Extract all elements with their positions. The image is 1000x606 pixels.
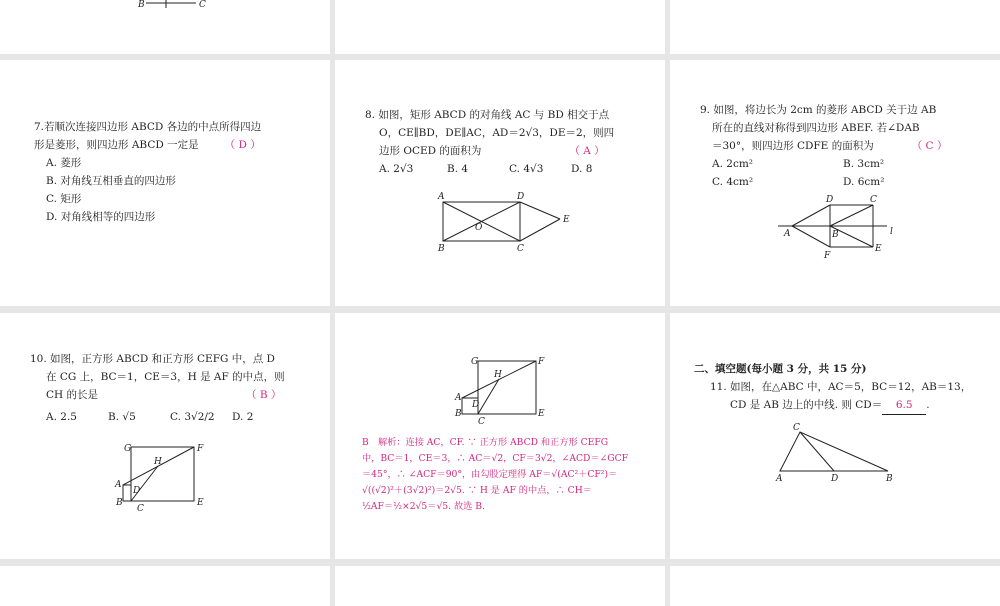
sol-label-b: B	[455, 409, 462, 419]
sol-line1: B 解析：连接 AC，CF. ∵ 正方形 ABCD 和正方形 CEFG	[362, 437, 609, 448]
sol-line5: ½AF＝½×2√5＝√5. 故选 B.	[362, 501, 485, 512]
q10-option-a: A. 2.5	[46, 411, 77, 423]
q11-line1: 11. 如图，在△ABC 中，AC＝5，BC＝12，AB＝13，	[710, 381, 972, 393]
sol-line2: 中，BC＝1，CE＝3，∴ AC＝√2，CF＝3√2，∠ACD＝∠GCF	[362, 453, 629, 464]
q10-line2: 在 CG 上，BC＝1，CE＝3，H 是 AF 的中点，则	[46, 371, 285, 383]
q10-label-a: A	[115, 480, 122, 490]
panel-q7	[0, 60, 330, 306]
q9-option-a: A. 2cm²	[712, 158, 753, 170]
q10-label-c: C	[137, 504, 144, 514]
q10-option-d: D. 2	[232, 411, 254, 423]
sol-label-h: H	[494, 370, 502, 380]
q9-figure	[670, 60, 1000, 306]
q8-option-a: A. 2√3	[379, 163, 414, 175]
q8-line3: 边形 OCED 的面积为	[379, 145, 482, 157]
q8-answer: （ A ）	[569, 145, 605, 157]
q9-line1: 9. 如图，将边长为 2cm 的菱形 ABCD 关于边 AB	[700, 104, 937, 116]
q8-option-c: C. 4√3	[509, 163, 544, 175]
panel-top-left	[0, 0, 330, 54]
q7-option-a: A. 菱形	[46, 157, 82, 169]
sol-label-f: F	[538, 357, 545, 367]
panel-bottom-left	[0, 566, 330, 606]
q9-line3: ＝30°，则四边形 CDFE 的面积为	[712, 140, 874, 152]
q8-label-e: E	[563, 215, 570, 225]
q10-label-b: B	[116, 498, 123, 508]
panel-bottom-right	[670, 566, 1000, 606]
panel-q10-solution	[335, 313, 665, 559]
q9-answer: （ C ）	[911, 140, 948, 152]
label-b: B	[138, 0, 145, 10]
panel-q8	[335, 60, 665, 306]
panel-top-right	[670, 0, 1000, 54]
section2-heading: 二、填空题(每小题 3 分，共 15 分)	[694, 363, 867, 375]
q10-answer: （ B ）	[246, 389, 282, 401]
q7-option-b: B. 对角线互相垂直的四边形	[46, 175, 176, 187]
q7-option-d: D. 对角线相等的四边形	[46, 211, 156, 223]
q10-option-c: C. 3√2/2	[170, 411, 215, 423]
q9-label-c: C	[870, 195, 877, 205]
label-c: C	[199, 0, 206, 10]
q9-option-d: D. 6cm²	[843, 176, 885, 188]
q10-label-f: F	[197, 444, 204, 454]
q7-line2: 形是菱形，则四边形 ABCD 一定是	[34, 139, 199, 151]
question-7	[34, 118, 261, 226]
q9-label-f: F	[824, 251, 831, 261]
q11-label-d: D	[831, 474, 839, 484]
q9-label-e: E	[875, 244, 882, 254]
panel-q10	[0, 313, 330, 559]
q10-solution-text	[362, 435, 628, 515]
q8-line2: O，CE∥BD，DE∥AC，AD＝2√3，DE＝2，则四	[379, 127, 615, 139]
top-fragment-figure	[0, 0, 330, 54]
q10-line3: CH 的长是	[46, 389, 99, 401]
q10-option-b: B. √5	[108, 411, 136, 423]
q7-answer: （ D ）	[224, 139, 261, 151]
q8-option-b: B. 4	[447, 163, 469, 175]
q10-label-d: D	[133, 486, 141, 496]
q9-line2: 所在的直线对称得到四边形 ABEF. 若∠DAB	[712, 122, 920, 134]
q9-label-a: A	[784, 229, 791, 239]
q8-label-o: O	[475, 223, 483, 233]
q9-option-b: B. 3cm²	[843, 158, 885, 170]
panel-bottom-middle	[335, 566, 665, 606]
q7-line1: 7.若顺次连接四边形 ABCD 各边的中点所得四边	[34, 121, 262, 133]
sol-label-d: D	[472, 400, 480, 410]
q8-label-b: B	[438, 244, 445, 254]
q11-label-b: B	[886, 474, 893, 484]
q11-figure	[670, 313, 1000, 559]
q11-answer: 6.5	[882, 396, 926, 415]
panel-top-middle	[335, 0, 665, 54]
q10-label-h: H	[154, 457, 162, 467]
q11-label-c: C	[793, 423, 800, 433]
sol-line3: ＝45°，∴ ∠ACF＝90°，由勾股定理得 AF＝√(AC²＋CF²)＝	[362, 469, 618, 480]
sol-line4: √((√2)²＋(3√2)²)＝2√5. ∵ H 是 AF 的中点，∴ CH＝	[362, 485, 592, 496]
q11-label-a: A	[776, 474, 783, 484]
panel-q11	[670, 313, 1000, 559]
sol-label-e: E	[538, 409, 545, 419]
q10-label-e: E	[197, 498, 204, 508]
q10-line1: 10. 如图，正方形 ABCD 和正方形 CEFG 中，点 D	[30, 353, 275, 365]
panel-q9	[670, 60, 1000, 306]
q9-label-l: l	[890, 227, 893, 237]
q10-label-g: G	[124, 444, 132, 454]
sol-label-c: C	[478, 417, 485, 427]
q7-option-c: C. 矩形	[46, 193, 82, 205]
q8-label-d: D	[517, 192, 525, 202]
q11-period: .	[926, 399, 930, 411]
q9-option-c: C. 4cm²	[712, 176, 754, 188]
sol-label-a: A	[455, 393, 462, 403]
sol-label-g: G	[471, 357, 479, 367]
q11-line2: CD 是 AB 边上的中线. 则 CD＝	[730, 399, 883, 411]
q9-label-d: D	[826, 195, 834, 205]
q9-label-b: B	[832, 230, 839, 240]
q8-figure	[335, 60, 665, 306]
q10-figure	[0, 313, 330, 559]
q8-label-a: A	[438, 192, 445, 202]
q8-label-c: C	[517, 244, 524, 254]
q8-option-d: D. 8	[571, 163, 593, 175]
q8-line1: 8. 如图，矩形 ABCD 的对角线 AC 与 BD 相交于点	[365, 109, 610, 121]
